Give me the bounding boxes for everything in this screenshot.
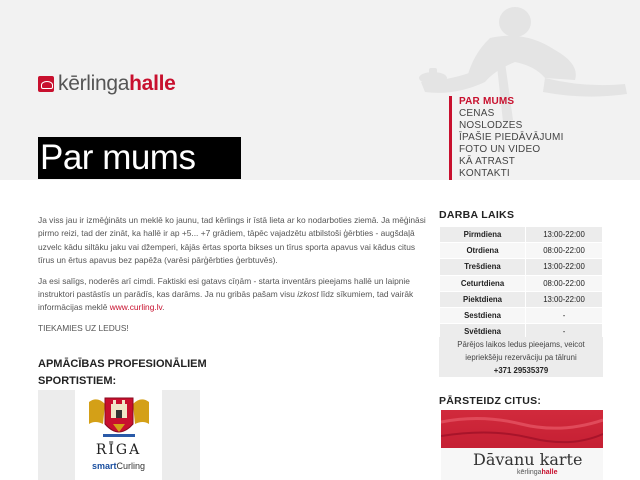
table-row: [440, 307, 603, 323]
nav-item-ipasie-piedavajumi[interactable]: ĪPAŠIE PIEDĀVĀJUMI: [459, 132, 564, 143]
main-nav: [449, 96, 564, 180]
day-cell: Svētdiena: [440, 324, 526, 340]
page-title: Par mums: [40, 138, 196, 177]
time-cell: 13:00-22:00: [526, 259, 603, 275]
nav-item-noslodzes[interactable]: NOSLODZES: [459, 120, 523, 131]
reservation-note-text: Pārējos laikos ledus pieejams, veicot iepriekšēju rezervāciju pa tālruni: [457, 340, 585, 362]
curling-stone-logo-icon: [38, 76, 54, 92]
smart-curling-wordmark: [75, 461, 162, 471]
table-row: [440, 243, 603, 259]
table-row: [440, 259, 603, 275]
time-cell: 08:00-22:00: [526, 275, 603, 291]
table-row: [440, 227, 603, 243]
nav-item-kontakti[interactable]: KONTAKTI: [459, 168, 510, 179]
page-title-banner: [38, 137, 241, 179]
sponsor-banner[interactable]: [38, 390, 200, 480]
logo-text-bold: halle: [129, 72, 176, 95]
about-paragraph-2-text-a: Ja esi salīgs, noderēs arī cimdi. Faktiski esi gatavs cīņām - starta inventārs pieejams hallē un laipnie instruktori pastāstīs un parādīs, kas darāms. Ja nu gribās pašam visu: [38, 275, 410, 300]
gift-brand-light: kērlinga: [517, 469, 542, 476]
day-cell: Trešdiena: [440, 259, 526, 275]
about-paragraph-2-text-b: līdz sīkumiem, tad vairāk informācijas meklē: [38, 289, 414, 313]
time-cell: 13:00-22:00: [526, 227, 603, 243]
sponsor-logo: [75, 390, 162, 480]
riga-wordmark: RĪGA: [95, 442, 142, 458]
time-cell: 08:00-22:00: [526, 243, 603, 259]
time-cell: -: [526, 307, 603, 323]
gift-card-brand: [517, 469, 557, 476]
ribbon-decoration-icon: [441, 410, 603, 450]
sponsor-heading: APMĀCĪBAS PROFESIONĀLIEM SPORTISTIEM:: [38, 358, 207, 387]
site-logo[interactable]: [38, 72, 176, 96]
about-paragraph-2: [38, 275, 428, 315]
riga-coat-of-arms-icon: [83, 394, 155, 442]
day-cell: Piektdiena: [440, 291, 526, 307]
time-cell: -: [526, 324, 603, 340]
about-content: [38, 214, 428, 342]
about-paragraph-2-emphasis: izkost: [297, 289, 319, 300]
curling-wordmark-part: Curling: [116, 461, 146, 471]
gift-card-banner[interactable]: [441, 410, 603, 480]
day-cell: Pirmdiena: [440, 227, 526, 243]
reservation-phone[interactable]: +371 29535379: [493, 366, 549, 375]
curling-lv-link[interactable]: www.curling.lv: [109, 302, 163, 313]
table-row: [440, 275, 603, 291]
nav-item-ka-atrast[interactable]: KĀ ATRAST: [459, 156, 516, 167]
day-cell: Otrdiena: [440, 243, 526, 259]
gift-card-text: Dāvanu karte: [473, 450, 583, 469]
about-paragraph-1: Ja viss jau ir izmēģināts un meklē ko jaunu, tad kērlings ir īstā lieta ar ko nodarboties ziemā. Ja mēģināsi pirmo reizi, tad der zināt, ka hallē ir ap +5... +7 grādiem, tāpēc vajadzētu atbilstoši ģērbties - augšdaļā uzvelc kādu siltāku jaku vai džemperi, kājās ērtas sporta bikses un tīrus sporta apavus vai kādus citus tīrus un ērtus apavus bez papēža (varēsi pārģērbties ģerbtuvēs).: [38, 215, 426, 266]
logo-text-light: kērlinga: [58, 72, 130, 95]
about-closing-line: TIEKAMIES UZ LEDUS!: [38, 322, 129, 333]
about-paragraph-2-end: .: [162, 302, 165, 313]
gift-brand-bold: halle: [541, 469, 558, 476]
time-cell: 13:00-22:00: [526, 291, 603, 307]
gift-card-heading: PĀRSTEIDZ CITUS:: [439, 395, 542, 407]
nav-item-cenas[interactable]: CENAS: [459, 108, 495, 119]
day-cell: Ceturtdiena: [440, 275, 526, 291]
opening-hours-title: DARBA LAIKS: [439, 209, 515, 221]
nav-item-par-mums[interactable]: PAR MUMS: [459, 96, 515, 107]
reservation-note: [439, 337, 603, 377]
opening-hours-table: [439, 226, 603, 340]
table-row: [440, 291, 603, 307]
nav-item-foto-un-video[interactable]: FOTO UN VIDEO: [459, 144, 541, 155]
day-cell: Sestdiena: [440, 307, 526, 323]
smart-wordmark-part: smart: [91, 461, 117, 471]
